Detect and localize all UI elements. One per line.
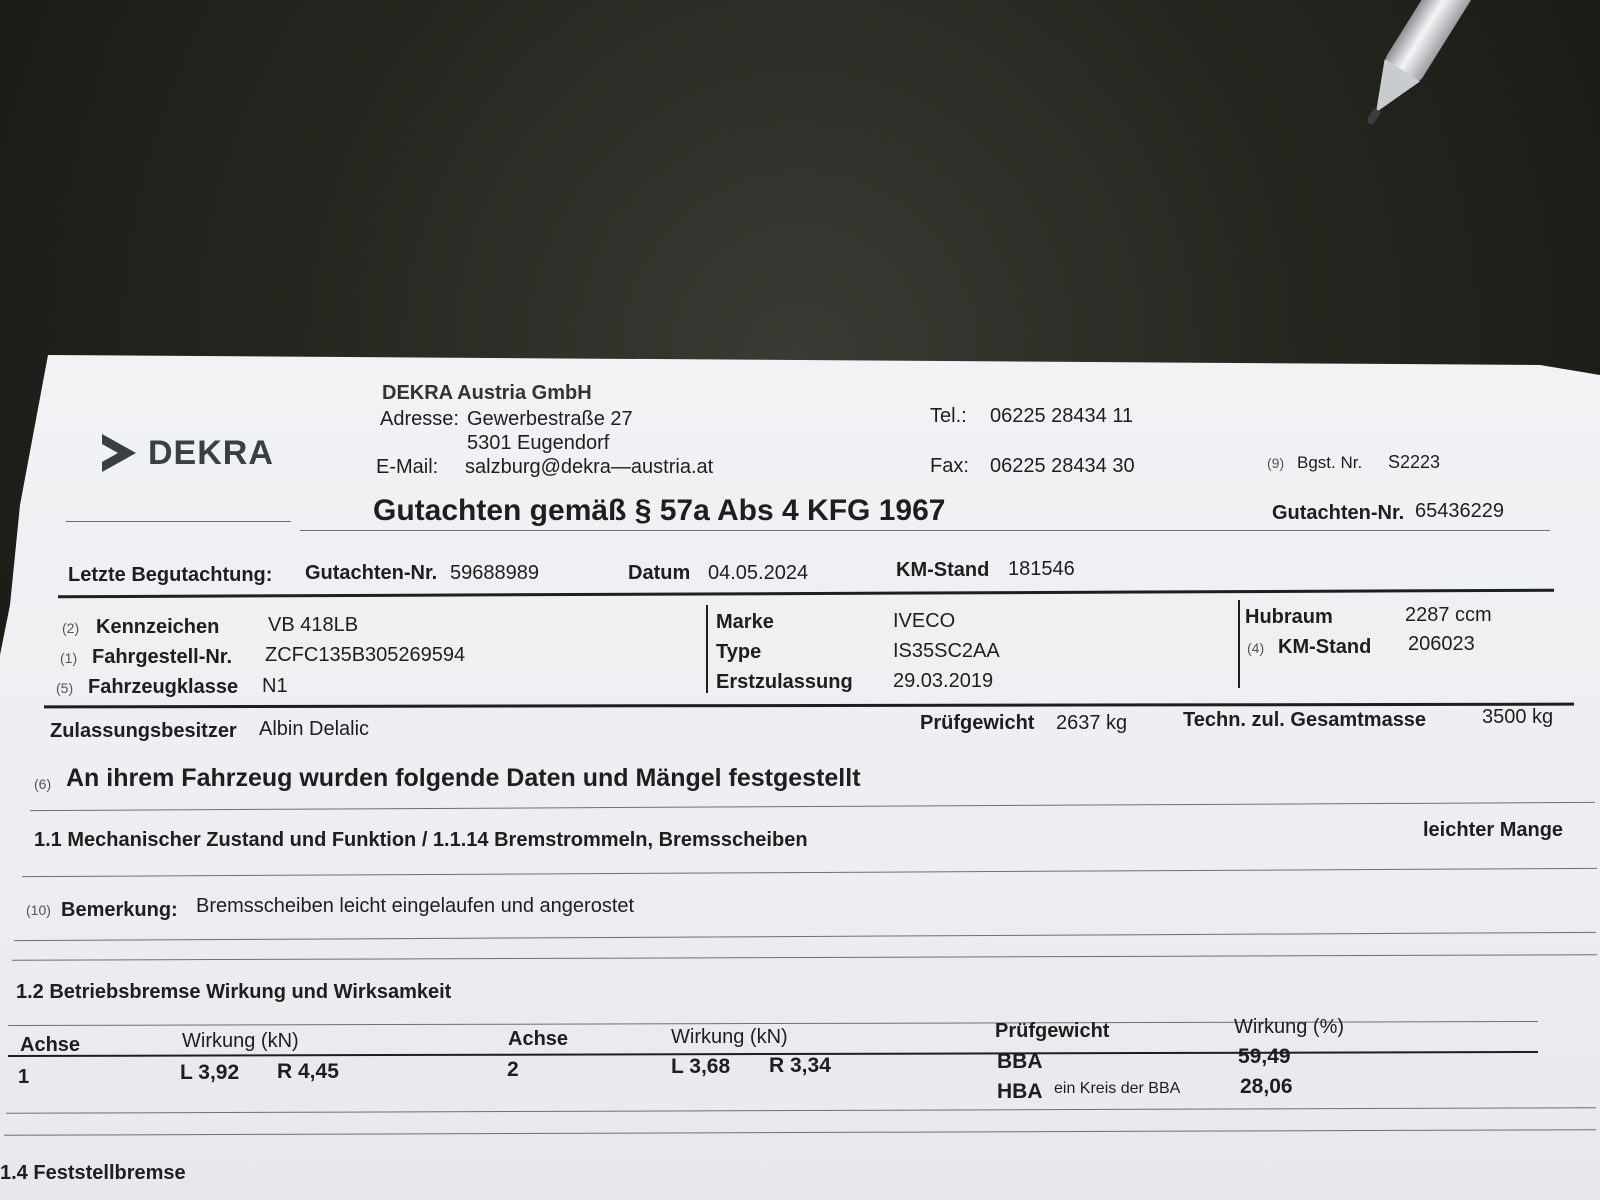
remark-label: Bemerkung: (61, 899, 178, 921)
bgst-label: Bgst. Nr. (1297, 453, 1363, 472)
bba-label: BBA (997, 1050, 1043, 1073)
last-report-number-value: 59688989 (450, 562, 539, 584)
bba-value: 59,49 (1238, 1045, 1291, 1068)
axle-2-number: 2 (507, 1058, 519, 1081)
dekra-logo (98, 432, 274, 474)
tel-label: Tel.: (930, 405, 967, 427)
header-axle-1: Achse (20, 1034, 81, 1056)
company-name: DEKRA Austria GmbH (382, 382, 592, 404)
vin-field-number: (1) (60, 650, 78, 666)
class-label: Fahrzeugklasse (88, 676, 239, 698)
test-weight-value: 2637 kg (1056, 712, 1128, 734)
last-km-label: KM-Stand (896, 559, 990, 581)
report-number-value: 65436229 (1415, 500, 1504, 522)
type-label: Type (716, 641, 762, 663)
first-registration-label: Erstzulassung (716, 671, 853, 693)
header-effect-1: Wirkung (kN) (182, 1030, 299, 1052)
displacement-label: Hubraum (1245, 606, 1333, 628)
dekra-triangle-icon (98, 432, 138, 474)
logo-text: DEKRA (148, 433, 274, 472)
report-number-label: Gutachten-Nr. (1272, 502, 1405, 524)
parking-brake-section-title: 1.4 Feststellbremse (0, 1162, 186, 1184)
remark-field-number: (10) (26, 902, 51, 918)
divider (66, 521, 291, 522)
header-effect-2: Wirkung (kN) (671, 1026, 788, 1048)
bgst-value: S2223 (1388, 452, 1441, 472)
last-date-value: 04.05.2024 (708, 562, 809, 584)
type-value: IS35SC2AA (893, 640, 1000, 662)
defect-severity: leichter Mange (1423, 819, 1564, 841)
owner-value: Albin Delalic (259, 718, 370, 740)
vin-label: Fahrgestell-Nr. (92, 646, 233, 668)
email-value: salzburg@dekra—austria.at (465, 456, 714, 478)
address-street: Gewerbestraße 27 (467, 408, 633, 430)
document-title: Gutachten gemäß § 57a Abs 4 KFG 1967 (373, 494, 946, 527)
defect-item: 1.1 Mechanischer Zustand und Funktion / 1.1.14 Bremstrommeln, Bremsscheiben (34, 829, 808, 851)
axle-1-number: 1 (18, 1066, 30, 1088)
findings-heading: An ihrem Fahrzeug wurden folgende Daten und Mängel festgestellt (66, 764, 861, 792)
email-label: E-Mail: (376, 456, 439, 478)
test-weight-label: Prüfgewicht (920, 712, 1035, 734)
hba-value: 28,06 (1240, 1075, 1293, 1098)
fax-value: 06225 28434 30 (990, 455, 1135, 477)
owner-label: Zulassungsbesitzer (50, 720, 237, 742)
km-field-number: (4) (1247, 640, 1265, 656)
header-test-weight: Prüfgewicht (995, 1020, 1110, 1042)
bgst-field-number: (9) (1267, 455, 1285, 471)
km-label: KM-Stand (1278, 636, 1372, 658)
header-effect-percent: Wirkung (%) (1234, 1016, 1345, 1038)
brand-value: IVECO (893, 610, 956, 632)
remark-value: Bremsscheiben leicht eingelaufen und angerostet (196, 895, 635, 917)
fax-label: Fax: (930, 455, 969, 477)
axle-2-left: L 3,68 (671, 1055, 731, 1078)
axle-1-right: R 4,45 (277, 1060, 339, 1083)
axle-2-right: R 3,34 (769, 1054, 831, 1077)
last-report-number-label: Gutachten-Nr. (305, 562, 438, 584)
findings-field-number: (6) (34, 776, 52, 792)
hba-note: ein Kreis der BBA (1054, 1080, 1181, 1097)
header-axle-2: Achse (508, 1028, 569, 1050)
pen-image (1335, 0, 1495, 150)
brand-label: Marke (716, 611, 774, 633)
displacement-value: 2287 ccm (1405, 604, 1492, 626)
km-value: 206023 (1408, 633, 1475, 655)
class-value: N1 (262, 675, 288, 697)
divider (300, 530, 1550, 531)
last-km-value: 181546 (1008, 558, 1075, 580)
last-date-label: Datum (628, 562, 691, 584)
vin-value: ZCFC135B305269594 (265, 644, 466, 666)
address-label: Adresse: (380, 408, 459, 430)
last-inspection-label: Letzte Begutachtung: (68, 564, 273, 586)
plate-label: Kennzeichen (96, 616, 220, 638)
address-city: 5301 Eugendorf (467, 432, 610, 454)
vertical-divider (706, 605, 708, 693)
tel-value: 06225 28434 11 (990, 405, 1134, 427)
class-field-number: (5) (56, 680, 74, 696)
gross-mass-value: 3500 kg (1482, 706, 1554, 728)
vertical-divider (1238, 600, 1240, 688)
plate-field-number: (2) (62, 620, 80, 636)
brake-section-title: 1.2 Betriebsbremse Wirkung und Wirksamkeit (16, 981, 452, 1003)
gross-mass-label: Techn. zul. Gesamtmasse (1183, 709, 1427, 731)
plate-value: VB 418LB (268, 614, 359, 636)
hba-label: HBA (997, 1080, 1043, 1103)
axle-1-left: L 3,92 (180, 1061, 240, 1084)
first-registration-value: 29.03.2019 (893, 670, 994, 692)
